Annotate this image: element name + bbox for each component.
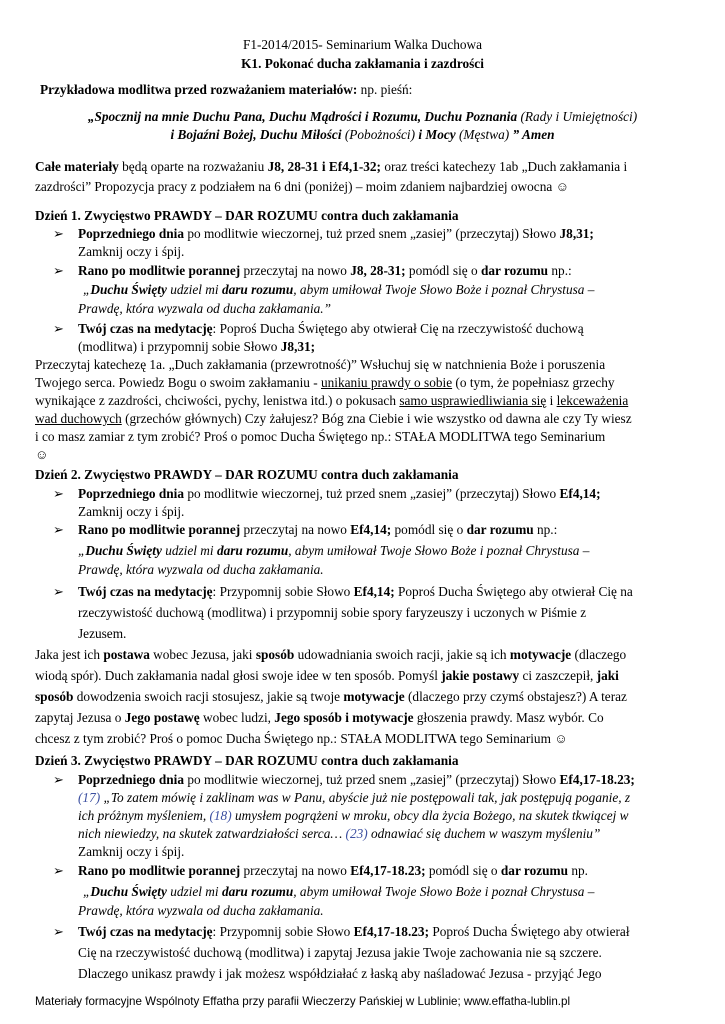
quote-mark: „ — [83, 282, 91, 297]
para-bold: Jego postawę — [124, 710, 200, 725]
song-paren: (Rady i Umiejętności) — [517, 109, 638, 124]
arrow-bullet-icon: ➢ — [53, 522, 64, 537]
bullet-text: np.: — [533, 522, 558, 537]
para-bold: sposób — [35, 689, 74, 704]
day1-bullet-1 — [78, 225, 594, 242]
para-text: Twojego serca. Powiedz Bogu o swoim zakłamaniu - — [35, 375, 321, 390]
song-paren: (Pobożności) — [341, 127, 419, 142]
day3-title: Dzień 3. Zwycięstwo PRAWDY – DAR ROZUMU contra duch zakłamania — [35, 753, 459, 768]
prayer-bold: Duchu Święty — [85, 543, 162, 558]
day2-title: Dzień 2. Zwycięstwo PRAWDY – DAR ROZUMU contra duch zakłamania — [35, 467, 459, 482]
day3-bullet-3-cont: Cię na rzeczywistość duchową (modlitwa) i zapytaj Jezusa jakie Twoje zachowania nie są szczere. — [78, 945, 602, 960]
day1-paragraph-line-4 — [35, 410, 632, 427]
prayer-bold: daru rozumu — [221, 282, 294, 297]
bullet-gift: dar rozumu — [480, 263, 549, 278]
prayer-text: udziel mi — [166, 884, 222, 899]
day1-paragraph-line-1: Przeczytaj katechezę 1a. „Duch zakłamania (przewrotność)” Wsłuchuj się w natchnienia Boże i poruszenia — [35, 357, 606, 372]
arrow-bullet-icon: ➢ — [53, 772, 64, 787]
bullet-text: : Poproś Ducha Świętego aby otwierał Cię na rzeczywistość duchową — [212, 321, 584, 336]
day3-bullet-1-cont: Zamknij oczy i śpij. — [78, 844, 185, 859]
day1-bullet-3-cont — [78, 338, 315, 355]
prayer-bold: daru rozumu — [221, 884, 294, 899]
para-underlined: lekceważenia — [556, 393, 629, 408]
arrow-bullet-icon: ➢ — [53, 863, 64, 878]
para-text: wobec Jezusa, jaki — [149, 647, 256, 662]
scripture-text: odnawiać się duchem w waszym myśleniu” — [367, 826, 601, 841]
bullet-text: przeczytaj na nowo — [240, 263, 351, 278]
arrow-bullet-icon: ➢ — [53, 226, 64, 241]
prayer-text: , abym umiłował Twoje Słowo Boże i poznał Chrystusa – — [293, 282, 595, 297]
bullet-text: Poproś Ducha Świętego aby otwierał — [429, 924, 630, 939]
day2-bullet-2 — [78, 521, 557, 538]
day2-bullet-1-cont: Zamknij oczy i śpij. — [78, 504, 185, 519]
para-bold: postawa — [103, 647, 150, 662]
day1-bullet-3 — [78, 320, 584, 337]
para-text: (dlaczego — [571, 647, 627, 662]
bullet-gift: dar rozumu — [466, 522, 534, 537]
para-text: Jaka jest ich — [35, 647, 104, 662]
day2-paragraph-line-3 — [35, 688, 627, 705]
verse-number: (18) — [209, 808, 232, 823]
para-text: wobec ludzi, — [199, 710, 275, 725]
para-text: i — [546, 393, 557, 408]
bullet-label: Poprzedniego dnia — [78, 486, 185, 501]
prayer-text: , abym umiłował Twoje Słowo Boże i poznał Chrystusa – — [288, 543, 590, 558]
bullet-label: Twój czas na medytację — [78, 321, 213, 336]
bullet-ref: J8, 28-31; — [350, 263, 406, 278]
song-amen: ” Amen — [512, 127, 555, 142]
day2-paragraph-line-4 — [35, 709, 604, 726]
para-text: udowadniania swoich racji, jakie są ich — [294, 647, 510, 662]
prayer-intro-label: Przykładowa modlitwa przed rozważaniem materiałów: — [40, 82, 358, 97]
day3-bullet-3 — [78, 923, 630, 940]
scripture-text: nich niewiedzy, na skutek zatwardziałości serca… — [78, 826, 346, 841]
intro-bold: Całe materiały — [35, 159, 119, 174]
song-text: i Bojaźni Bożej, Duchu Miłości — [170, 127, 342, 142]
scripture-text: ich próżnym myśleniem, — [78, 808, 210, 823]
arrow-bullet-icon: ➢ — [53, 263, 64, 278]
bullet-text: po modlitwie wieczornej, tuż przed snem „zasiej” (przeczytaj) Słowo — [184, 772, 560, 787]
day1-paragraph-line-2 — [35, 374, 615, 391]
arrow-bullet-icon: ➢ — [53, 584, 64, 599]
para-text: głoszenia prawdy. Masz wybór. Co — [413, 710, 604, 725]
day2-prayer-line-1 — [78, 542, 589, 559]
song-line-2 — [0, 126, 725, 143]
day2-bullet-3 — [78, 583, 633, 600]
bullet-text: po modlitwie wieczornej, tuż przed snem „zasiej” (przeczytaj) Słowo — [184, 486, 560, 501]
bullet-text: pomódl się o — [405, 263, 481, 278]
verse-number: (17) — [78, 790, 101, 805]
para-text: dowodzenia swoich racji stosujesz, jakie są twoje — [73, 689, 344, 704]
para-underlined: unikaniu prawdy o sobie — [321, 375, 453, 390]
para-bold: sposób — [255, 647, 295, 662]
bullet-text: po modlitwie wieczornej, tuż przed snem „zasiej” (przeczytaj) Słowo — [184, 226, 560, 241]
para-text: (dlaczego przy czymś obstajesz?) A teraz — [404, 689, 627, 704]
prayer-bold: Duchu Święty — [90, 282, 167, 297]
arrow-bullet-icon: ➢ — [53, 486, 64, 501]
day2-bullet-1 — [78, 485, 601, 502]
intro-text: będą oparte na rozważaniu — [118, 159, 268, 174]
day3-bullet-1 — [78, 771, 635, 788]
day3-prayer-line-2: Prawdę, która wyzwala od ducha zakłamania. — [78, 903, 324, 918]
day1-prayer-line-1 — [83, 281, 594, 298]
prayer-intro-rest: np. pieśń: — [357, 82, 413, 97]
bullet-label: Twój czas na medytację — [78, 924, 213, 939]
day3-prayer-line-1 — [83, 883, 594, 900]
bullet-text: pomódl się o — [425, 863, 501, 878]
para-text: wiodą spór). Duch zakłamania nadal głosi swoje idee w ten sposób. Pomyśl — [35, 668, 442, 683]
bullet-label: Twój czas na medytację — [78, 584, 213, 599]
day3-bullet-2 — [78, 862, 588, 879]
bullet-ref: J8,31; — [280, 339, 316, 354]
quote-mark: „ — [78, 543, 86, 558]
day2-paragraph-line-5: chcesz z tym zrobić? Proś o pomoc Ducha Świętego np.: STAŁA MODLITWA tego Seminarium ☺ — [35, 731, 568, 746]
prayer-text: udziel mi — [161, 543, 217, 558]
prayer-bold: daru rozumu — [216, 543, 289, 558]
para-underlined: samo usprawiedliwiania się — [399, 393, 547, 408]
day2-paragraph-line-2 — [35, 667, 619, 684]
bullet-text: : Przypomnij sobie Słowo — [212, 924, 354, 939]
page-footer: Materiały formacyjne Wspólnoty Effatha przy parafii Wieczerzy Pańskiej w Lublinie; www.effatha-lublin.pl — [35, 995, 571, 1008]
day3-scripture-line-3 — [78, 825, 600, 842]
bullet-text: (modlitwa) i przypomnij sobie Słowo — [78, 339, 281, 354]
bullet-label: Rano po modlitwie porannej — [78, 522, 241, 537]
bullet-ref: Ef4,14; — [350, 522, 392, 537]
para-bold: jakie postawy — [441, 668, 520, 683]
bullet-ref: Ef4,17-18.23; — [350, 863, 426, 878]
day2-bullet-3-cont-2: Jezusem. — [78, 626, 127, 641]
header-title: K1. Pokonać ducha zakłamania i zazdrości — [241, 56, 484, 71]
day3-scripture-line-1 — [78, 789, 630, 806]
para-text: zapytaj Jezusa o — [35, 710, 125, 725]
para-text: (grzechów głównych) Czy żałujesz? Bóg zna Ciebie i wie wszystko od dawna ale czy Ty wiesz — [121, 411, 632, 426]
song-text: i Mocy — [418, 127, 456, 142]
bullet-text: np.: — [548, 263, 572, 278]
para-text: ci zaszczepił, — [519, 668, 597, 683]
prayer-bold: Duchu Święty — [90, 884, 167, 899]
para-text: (o tym, że popełniasz grzechy — [452, 375, 615, 390]
arrow-bullet-icon: ➢ — [53, 321, 64, 336]
intro-line-1 — [35, 158, 627, 175]
intro-ref: J8, 28-31 i Ef4,1-32; — [267, 159, 381, 174]
day1-bullet-1-cont: Zamknij oczy i śpij. — [78, 244, 185, 259]
bullet-ref: Ef4,14; — [353, 584, 395, 599]
day2-prayer-line-2: Prawdę, która wyzwala od ducha zakłamania. — [78, 562, 324, 577]
quote-mark: „ — [83, 884, 91, 899]
song-line-1 — [0, 108, 725, 125]
prayer-intro — [40, 81, 412, 98]
day1-paragraph-line-5: i co masz zamiar z tym zrobić? Proś o pomoc Ducha Świętego np.: STAŁA MODLITWA tego Seminarium — [35, 429, 606, 444]
bullet-text: np. — [568, 863, 588, 878]
intro-text: oraz treści katechezy 1ab „Duch zakłamania i — [381, 159, 628, 174]
para-bold: jaki — [596, 668, 619, 683]
bullet-ref: Ef4,14; — [559, 486, 601, 501]
intro-line-2: zazdrości” Propozycja pracy z podziałem na 6 dni (poniżej) – moim zdaniem najbardziej owocna ☺ — [35, 179, 570, 194]
bullet-ref: Ef4,17-18.23; — [353, 924, 429, 939]
scripture-text: „To zatem mówię i zaklinam was w Panu, abyście już nie postępowali tak, jak postępują poganie, z — [100, 790, 631, 805]
bullet-ref: Ef4,17-18.23; — [559, 772, 635, 787]
day1-bullet-2 — [78, 262, 572, 279]
day2-paragraph-line-1 — [35, 646, 626, 663]
bullet-ref: J8,31; — [559, 226, 594, 241]
bullet-gift: dar rozumu — [500, 863, 569, 878]
day1-title: Dzień 1. Zwycięstwo PRAWDY – DAR ROZUMU contra duch zakłamania — [35, 208, 459, 223]
para-text: wynikające z zazdrości, chciwości, pychy, lenistwa itd.) o pokusach — [35, 393, 400, 408]
day3-bullet-3-cont-2: Dlaczego unikasz prawdy i jak możesz współdziałać z łaską aby naśladować Jezusa - przyjąć Jego — [78, 966, 602, 981]
bullet-text: przeczytaj na nowo — [240, 522, 351, 537]
day2-bullet-3-cont: rzeczywistość duchową (modlitwa) i przypomnij sobie spory faryzeuszy i uczonych w Piśmie z — [78, 605, 587, 620]
bullet-text: : Przypomnij sobie Słowo — [212, 584, 354, 599]
day3-scripture-line-2 — [78, 807, 628, 824]
prayer-text: udziel mi — [166, 282, 222, 297]
bullet-text: Poproś Ducha Świętego aby otwierał Cię na — [394, 584, 633, 599]
day1-prayer-line-2: Prawdę, która wyzwala od ducha zakłamania.” — [78, 301, 332, 316]
arrow-bullet-icon: ➢ — [53, 924, 64, 939]
bullet-label: Poprzedniego dnia — [78, 772, 185, 787]
bullet-label: Rano po modlitwie porannej — [78, 263, 241, 278]
song-paren: (Męstwa) — [455, 127, 513, 142]
bullet-text: pomódl się o — [391, 522, 467, 537]
bullet-label: Poprzedniego dnia — [78, 226, 185, 241]
para-bold: motywacje — [509, 647, 572, 662]
para-bold: motywacje — [343, 689, 405, 704]
day1-paragraph-line-3 — [35, 392, 628, 409]
bullet-label: Rano po modlitwie porannej — [78, 863, 241, 878]
prayer-text: , abym umiłował Twoje Słowo Boże i poznał Chrystusa – — [293, 884, 595, 899]
header-line-1: F1-2014/2015- Seminarium Walka Duchowa — [242, 37, 483, 52]
bullet-text: przeczytaj na nowo — [240, 863, 351, 878]
verse-number: (23) — [345, 826, 368, 841]
scripture-text: umysłem pogrążeni w mroku, obcy dla życia Bożego, na skutek tkwiącej w — [231, 808, 629, 823]
song-text: „Spocznij na mnie Duchu Pana, Duchu Mądrości i Rozumu, Duchu Poznania — [87, 109, 518, 124]
para-bold: Jego sposób i motywacje — [274, 710, 414, 725]
para-underlined: wad duchowych — [35, 411, 122, 426]
smiley-icon: ☺ — [35, 447, 49, 462]
